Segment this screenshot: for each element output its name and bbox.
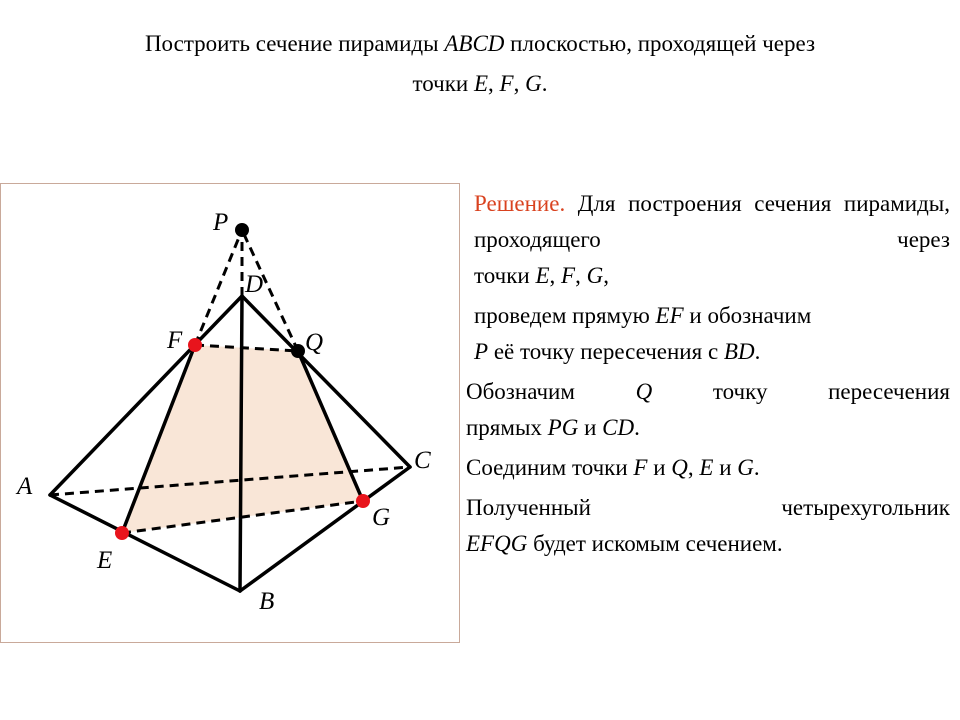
extension-fp	[195, 230, 242, 345]
label-d: D	[245, 271, 264, 298]
solution-paragraph-4: Соединим точки F и Q, E и G.	[466, 455, 760, 480]
label-q: Q	[305, 329, 324, 356]
point-g	[356, 494, 370, 508]
solution-paragraph-5: Полученный четырехугольник	[466, 495, 950, 520]
point-q	[291, 344, 305, 358]
point-p	[235, 223, 249, 237]
label-g: G	[372, 504, 391, 531]
point-f	[188, 338, 202, 352]
label-b: B	[259, 588, 275, 615]
solution-paragraph-1-end: точки E, F, G,	[474, 263, 609, 288]
solution-paragraph-1: Решение. Для построения сечения пирамиды, проходящего через	[474, 191, 951, 252]
solution-heading: Решение.	[474, 191, 566, 216]
edge-bd	[240, 296, 242, 591]
solution-paragraph-3: Обозначим Q точку пересечения	[466, 379, 950, 404]
label-c: C	[414, 447, 431, 474]
point-e	[115, 526, 129, 540]
title-line-1: Построить сечение пирамиды ABCD плоскостью, проходящей через	[144, 31, 816, 56]
page-title	[20, 24, 940, 104]
solution-paragraph-2: проведем прямую EF и обозначим P её точку пересечения с BD.	[474, 303, 812, 364]
pyramid-diagram	[0, 183, 460, 643]
solution-paragraph-5-end: EFQG будет искомым сечением.	[466, 531, 783, 556]
label-e: E	[97, 547, 113, 574]
label-p: P	[213, 209, 229, 236]
title-line-2: точки E, F, G.	[412, 71, 548, 96]
solution-text	[466, 186, 950, 562]
pyramid-figure	[0, 183, 460, 643]
label-f: F	[167, 327, 183, 354]
label-a: A	[17, 473, 33, 500]
solution-paragraph-3-end: прямых PG и CD.	[466, 415, 640, 440]
